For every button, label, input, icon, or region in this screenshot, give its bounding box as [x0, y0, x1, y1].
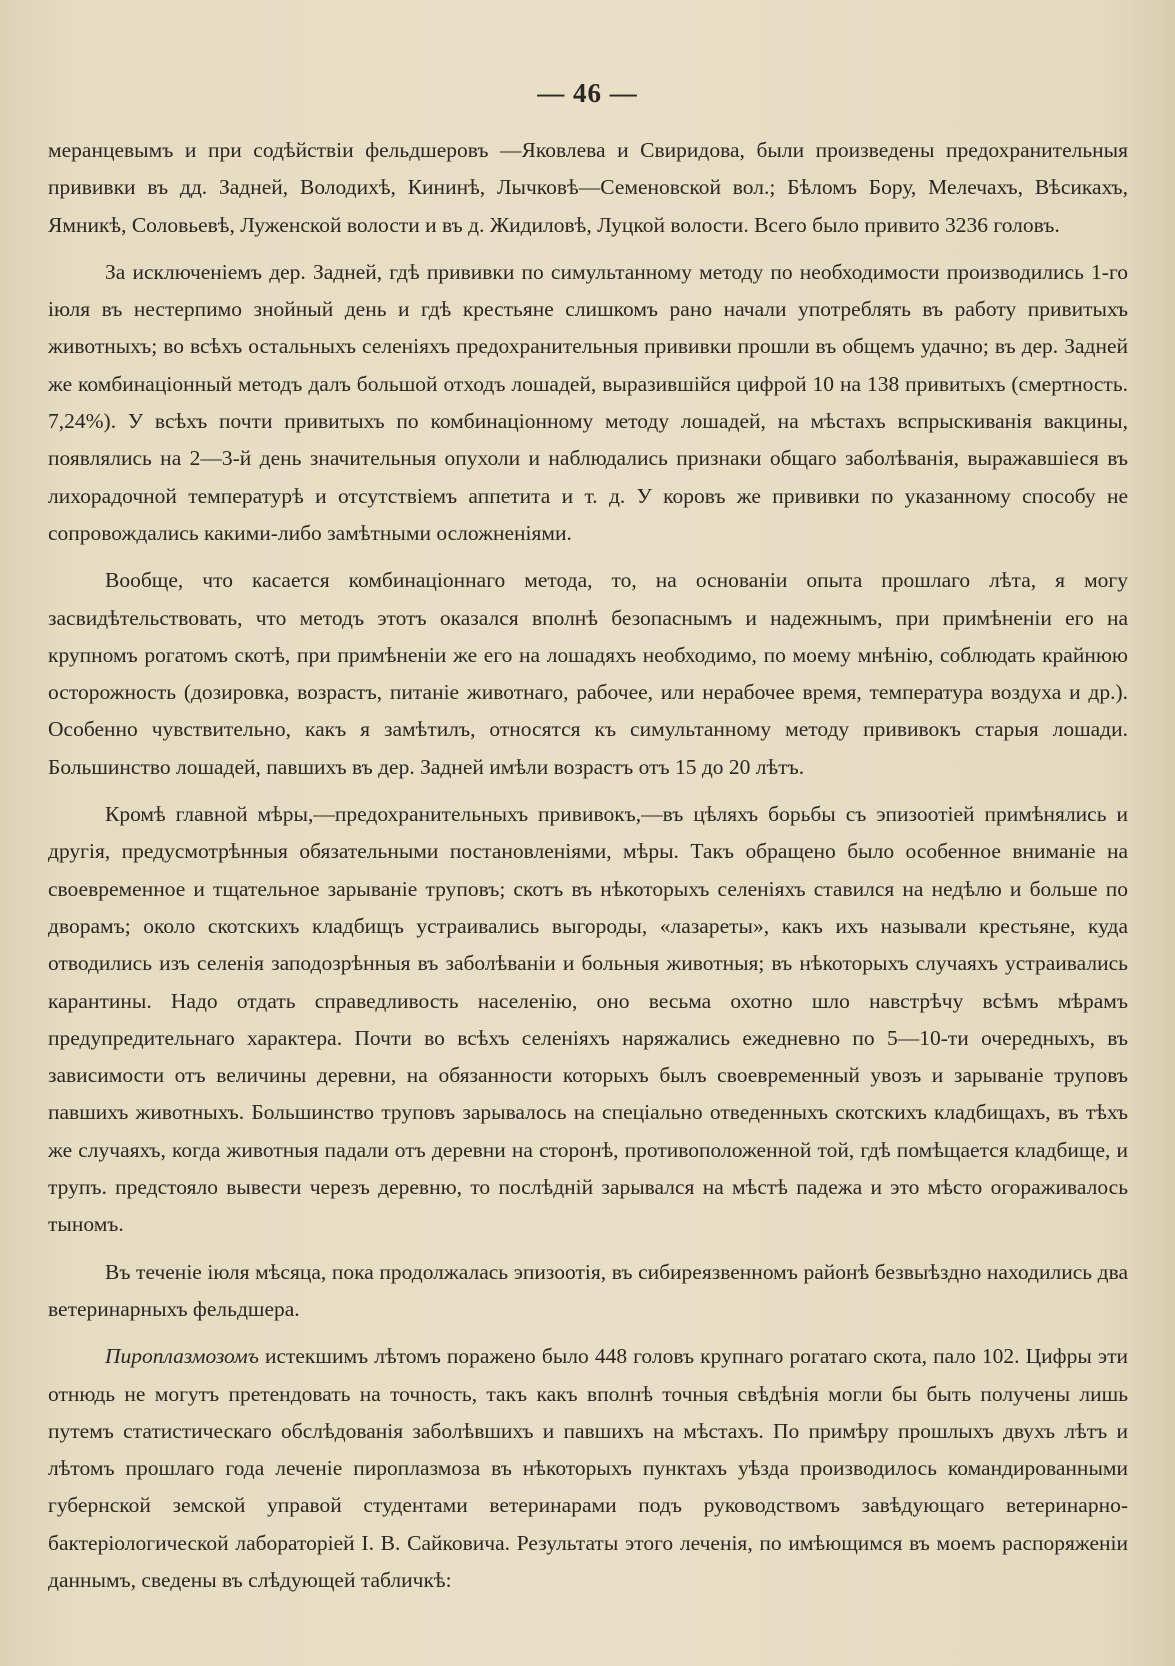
paragraph-combination-method: Вообще, что касается комбинаціоннаго метода, то, на основаніи опыта прошлаго лѣта, я могу засвидѣтельствовать, что методъ этотъ оказался вполнѣ безопаснымъ и надежнымъ, при примѣненіи его на крупномъ рогатомъ скотѣ, при примѣненіи же его на лошадяхъ необходимо, по моему мнѣнію, соблюдать крайнюю осторожность (дозировка, возрастъ, питаніе животнаго, рабочее, или нерабочее время, температура воздуха и др.). Особенно чувствительно, какъ я замѣтилъ, относятся къ симультанному методу прививокъ старыя лошади. Большинство лошадей, павшихъ въ дер. Задней имѣли возрастъ отъ 15 до 20 лѣтъ. [48, 568, 1128, 779]
paragraph-other-measures: Кромѣ главной мѣры,—предохранительныхъ прививокъ,—въ цѣляхъ борьбы съ эпизоотіей примѣнялись и другія, предусмотрѣнныя обязательными постановленіями, мѣры. Такъ обращено было особенное вниманіе на своевременное и тщательное зарываніе труповъ; скотъ въ нѣкоторыхъ селеніяхъ ставился на недѣлю и больше по дворамъ; около скотскихъ кладбищъ устраивались выгороды, «лазареты», какъ ихъ называли крестьяне, куда отводились изъ селенія заподозрѣнныя въ заболѣваніи и больныя животныя; въ нѣкоторыхъ случаяхъ устраивались карантины. Надо отдать справедливость населенію, оно весьма охотно шло навстрѣчу всѣмъ мѣрамъ предупредительнаго характера. Почти во всѣхъ селеніяхъ наряжались ежедневно по 5—10-ти очередныхъ, въ зависимости отъ величины деревни, на обязанности которыхъ былъ своевременный увозъ и зарываніе труповъ павшихъ животныхъ. Большинство труповъ зарывалось на спеціально отведенныхъ скотскихъ кладбищахъ, въ тѣхъ же случаяхъ, когда животныя падали отъ деревни на сторонѣ, противоположенной той, гдѣ помѣщается кладбище, и трупъ. предстояло вывести черезъ деревню, то послѣдній зарывался на мѣстѣ падежа и это мѣсто огораживалось тыномъ. [48, 802, 1128, 1237]
page-number: — 46 — [537, 78, 638, 108]
paragraph-feldshers: Въ теченіе іюля мѣсяца, пока продолжалась эпизоотія, въ сибиреязвенномъ районѣ безвыѣздно находились два ветеринарныхъ фельдшера. [48, 1259, 1128, 1321]
piroplasmosis-text: истекшимъ лѣтомъ поражено было 448 головъ крупнаго рогатаго скота, пало 102. Цифры эти отнюдь не могутъ претендовать на точность, такъ какъ вполнѣ точныя свѣдѣнія могли бы быть получены лишь путемъ статистическаго обслѣдованія заболѣвшихъ и павшихъ на мѣстахъ. По примѣру прошлыхъ двухъ лѣтъ и лѣтомъ прошлаго года леченіе пироплазмоза въ нѣкоторыхъ пунктахъ уѣзда производилось командированными губернской земской управой студентами ветеринарами подъ руководствомъ завѣдующаго ветеринарно-бактеріологической лабораторіей І. В. Сайковича. Результаты этого леченія, по имѣющимся въ моемъ распоряженіи даннымъ, сведены въ слѣдующей табличкѣ: [48, 1344, 1128, 1592]
piroplasmosis-heading: Пироплазмозомъ [105, 1344, 259, 1369]
paragraph-zadnaya-exception: За исключеніемъ дер. Задней, гдѣ прививки по симультанному методу по необходимости производились 1-го іюля въ нестерпимо знойный день и гдѣ крестьяне слишкомъ рано начали употреблять въ работу привитыхъ животныхъ; во всѣхъ остальныхъ селеніяхъ предохранительныя прививки прошли въ общемъ удачно; въ дер. Задней же комбинаціонный методъ далъ большой отходъ лошадей, выразившійся цифрой 10 на 138 привитыхъ (смертность. 7,24%). У всѣхъ почти привитыхъ по комбинаціонному методу лошадей, на мѣстахъ вспрыскиванія вакцины, появлялись на 2—3-й день значительныя опухоли и наблюдались признаки общаго заболѣванія, выражавшіеся въ лихорадочной температурѣ и отсутствіемъ аппетита и т. д. У коровъ же прививки по указанному способу не сопровождались какими-либо замѣтными осложненіями. [48, 259, 1128, 545]
body-text [48, 132, 1128, 1599]
paragraph-piroplasmosis [48, 1338, 1128, 1599]
paragraph-continuation: меранцевымъ и при содѣйствіи фельдшеровъ —Яковлева и Свиридова, были произведены предохранительныя прививки въ дд. Задней, Володихѣ, Кининѣ, Лычковѣ—Семеновской вол.; Бѣломъ Бору, Мелечахъ, Вѣсикахъ, Ямникѣ, Соловьевѣ, Луженской волости и въ д. Жидиловѣ, Луцкой волости. Всего было привито 3236 головъ. [48, 138, 1128, 237]
